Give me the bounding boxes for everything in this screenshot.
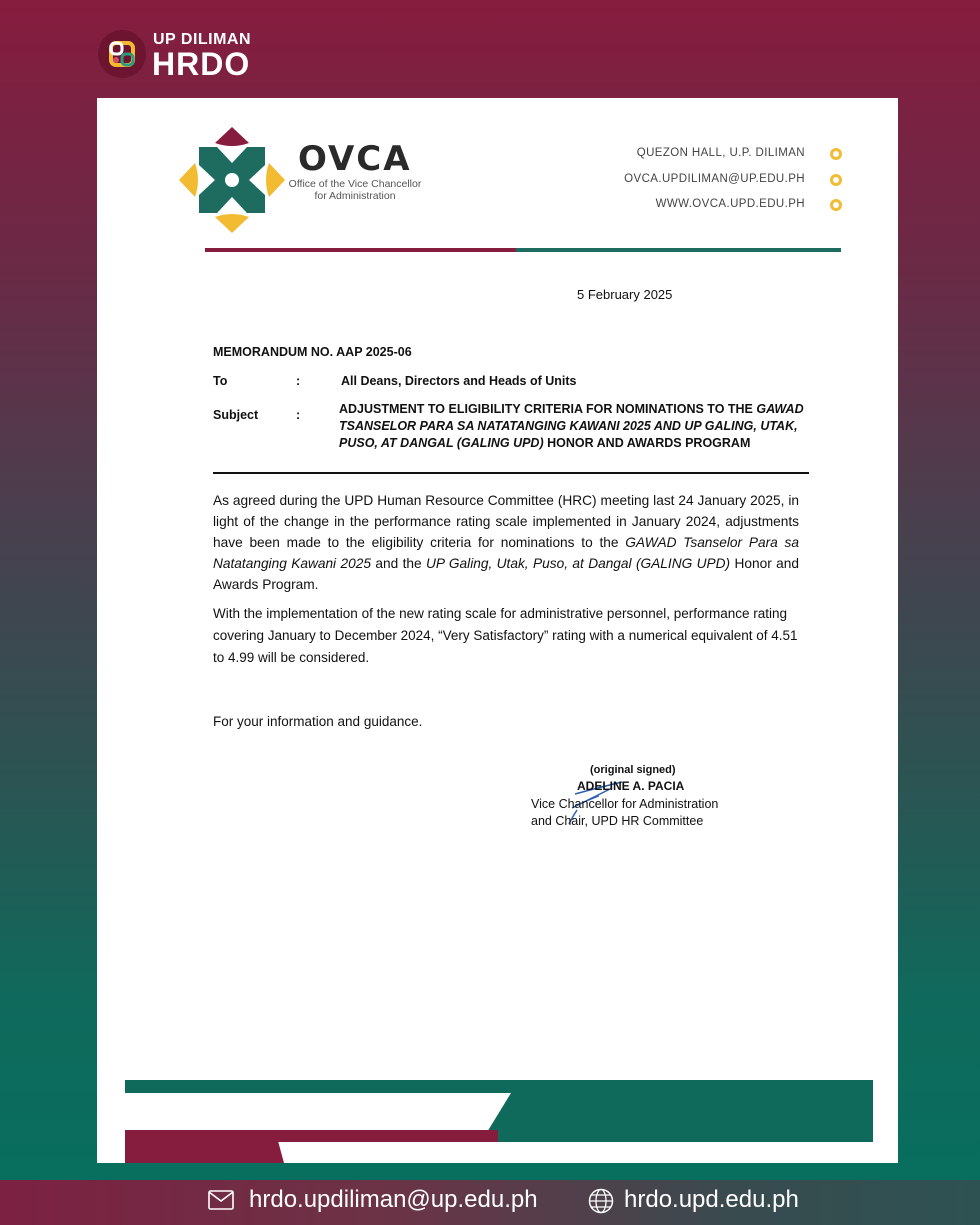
- closing-line: For your information and guidance.: [213, 714, 423, 729]
- subject-divider: [213, 472, 809, 474]
- email-text: OVCA.UPDILIMAN@UP.EDU.PH: [624, 173, 805, 185]
- location-icon: [830, 148, 842, 160]
- globe-icon: [588, 1188, 614, 1214]
- ovca-subtitle: Office of the Vice Chancellor for Administration: [288, 178, 422, 202]
- ovca-title: OVCA: [298, 139, 412, 179]
- mail-icon: [830, 174, 842, 186]
- footer-decoration: [97, 1078, 898, 1163]
- ovca-logo-icon: [177, 125, 287, 235]
- address-text: QUEZON HALL, U.P. DILIMAN: [636, 147, 805, 159]
- header-rule-maroon: [205, 248, 516, 252]
- to-value: All Deans, Directors and Heads of Units: [341, 374, 577, 388]
- signatory-title: Vice Chancellor for Administration and Chair, UPD HR Committee: [531, 797, 719, 828]
- original-signed-note: (original signed): [590, 764, 676, 776]
- website-text: WWW.OVCA.UPD.EDU.PH: [655, 198, 805, 210]
- footer-email[interactable]: hrdo.updiliman@up.edu.ph: [249, 1186, 538, 1213]
- to-label: To: [213, 374, 228, 388]
- envelope-icon: [208, 1190, 234, 1210]
- hrdo-logo-icon: [98, 30, 146, 78]
- footer-website[interactable]: hrdo.upd.edu.ph: [624, 1186, 799, 1213]
- memo-document: [97, 98, 898, 1163]
- body-paragraph-1: As agreed during the UPD Human Resource Committee (HRC) meeting last 24 January 2025, in light of the change in the performance rating scale implemented in January 2024, adjustments have been made to the eligibility criteria for nominations to the GAWAD Tsanselor Para sa Natatanging Kawani 2025 and the UP Galing, Utak, Puso, at Dangal (GALING UPD) Honor and Awards Program.: [213, 493, 799, 592]
- to-colon: :: [296, 374, 301, 388]
- web-icon: [830, 199, 842, 211]
- signatory-name: ADELINE A. PACIA: [577, 779, 685, 793]
- memo-number: MEMORANDUM NO. AAP 2025-06: [213, 345, 412, 359]
- brand-line1: UP DILIMAN: [153, 31, 252, 48]
- memo-date: 5 February 2025: [577, 287, 673, 302]
- subject-value: ADJUSTMENT TO ELIGIBILITY CRITERIA FOR NOMINATIONS TO THE GAWAD TSANSELOR PARA SA NATATANGING KAWANI 2025 AND UP GALING, UTAK, PUSO, AT DANGAL (GALING UPD) HONOR AND AWARDS PROGRAM: [339, 402, 804, 450]
- brand-line2: HRDO: [152, 46, 251, 82]
- body-paragraph-2: With the implementation of the new rating scale for administrative personnel, performance rating covering January to December 2024, “Very Satisfactory” rating with a numerical equivalent of 4.51 to 4.99 will be considered.: [213, 606, 798, 665]
- subject-label: Subject: [213, 408, 259, 422]
- header-rule-green: [516, 248, 841, 252]
- subject-colon: :: [296, 408, 301, 422]
